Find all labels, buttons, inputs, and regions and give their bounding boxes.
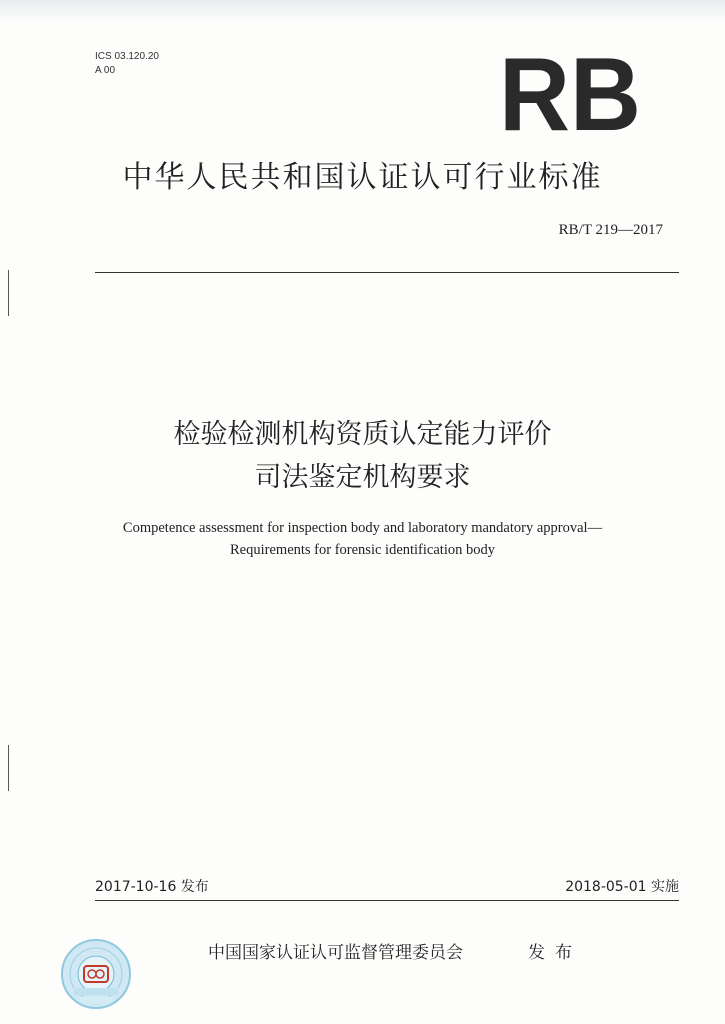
english-title-line2: Requirements for forensic identification body (230, 542, 495, 558)
scan-mark-lower (8, 745, 9, 791)
document-title-line1: 检验检测机构资质认定能力评价 (173, 419, 552, 450)
classification-codes (95, 50, 159, 78)
document-title-line2: 司法鉴定机构要求 (254, 462, 471, 493)
ics-code: ICS 03.120.20 (95, 51, 159, 62)
scan-top-edge (0, 0, 725, 22)
footer-divider (95, 900, 679, 901)
ccs-code: A 00 (95, 65, 116, 76)
publish-label: 发布 (528, 943, 582, 963)
english-title-line1: Competence assessment for inspection body and laboratory mandatory approval— (122, 520, 603, 536)
header-divider (95, 272, 679, 273)
implementation-date: 2018-05-01 实施 (565, 879, 679, 895)
issuing-authority: 中国国家认证认可监督管理委员会 (208, 943, 463, 963)
standard-number: RB/T 219—2017 (558, 222, 663, 238)
release-date: 2017-10-16 发布 (95, 879, 209, 895)
rb-logo (498, 48, 643, 136)
scan-mark-upper (8, 270, 9, 316)
anti-counterfeit-seal-icon (60, 938, 132, 1010)
rb-logo-text: RB (499, 48, 641, 136)
standard-category-title: 中华人民共和国认证认可行业标准 (122, 160, 603, 195)
